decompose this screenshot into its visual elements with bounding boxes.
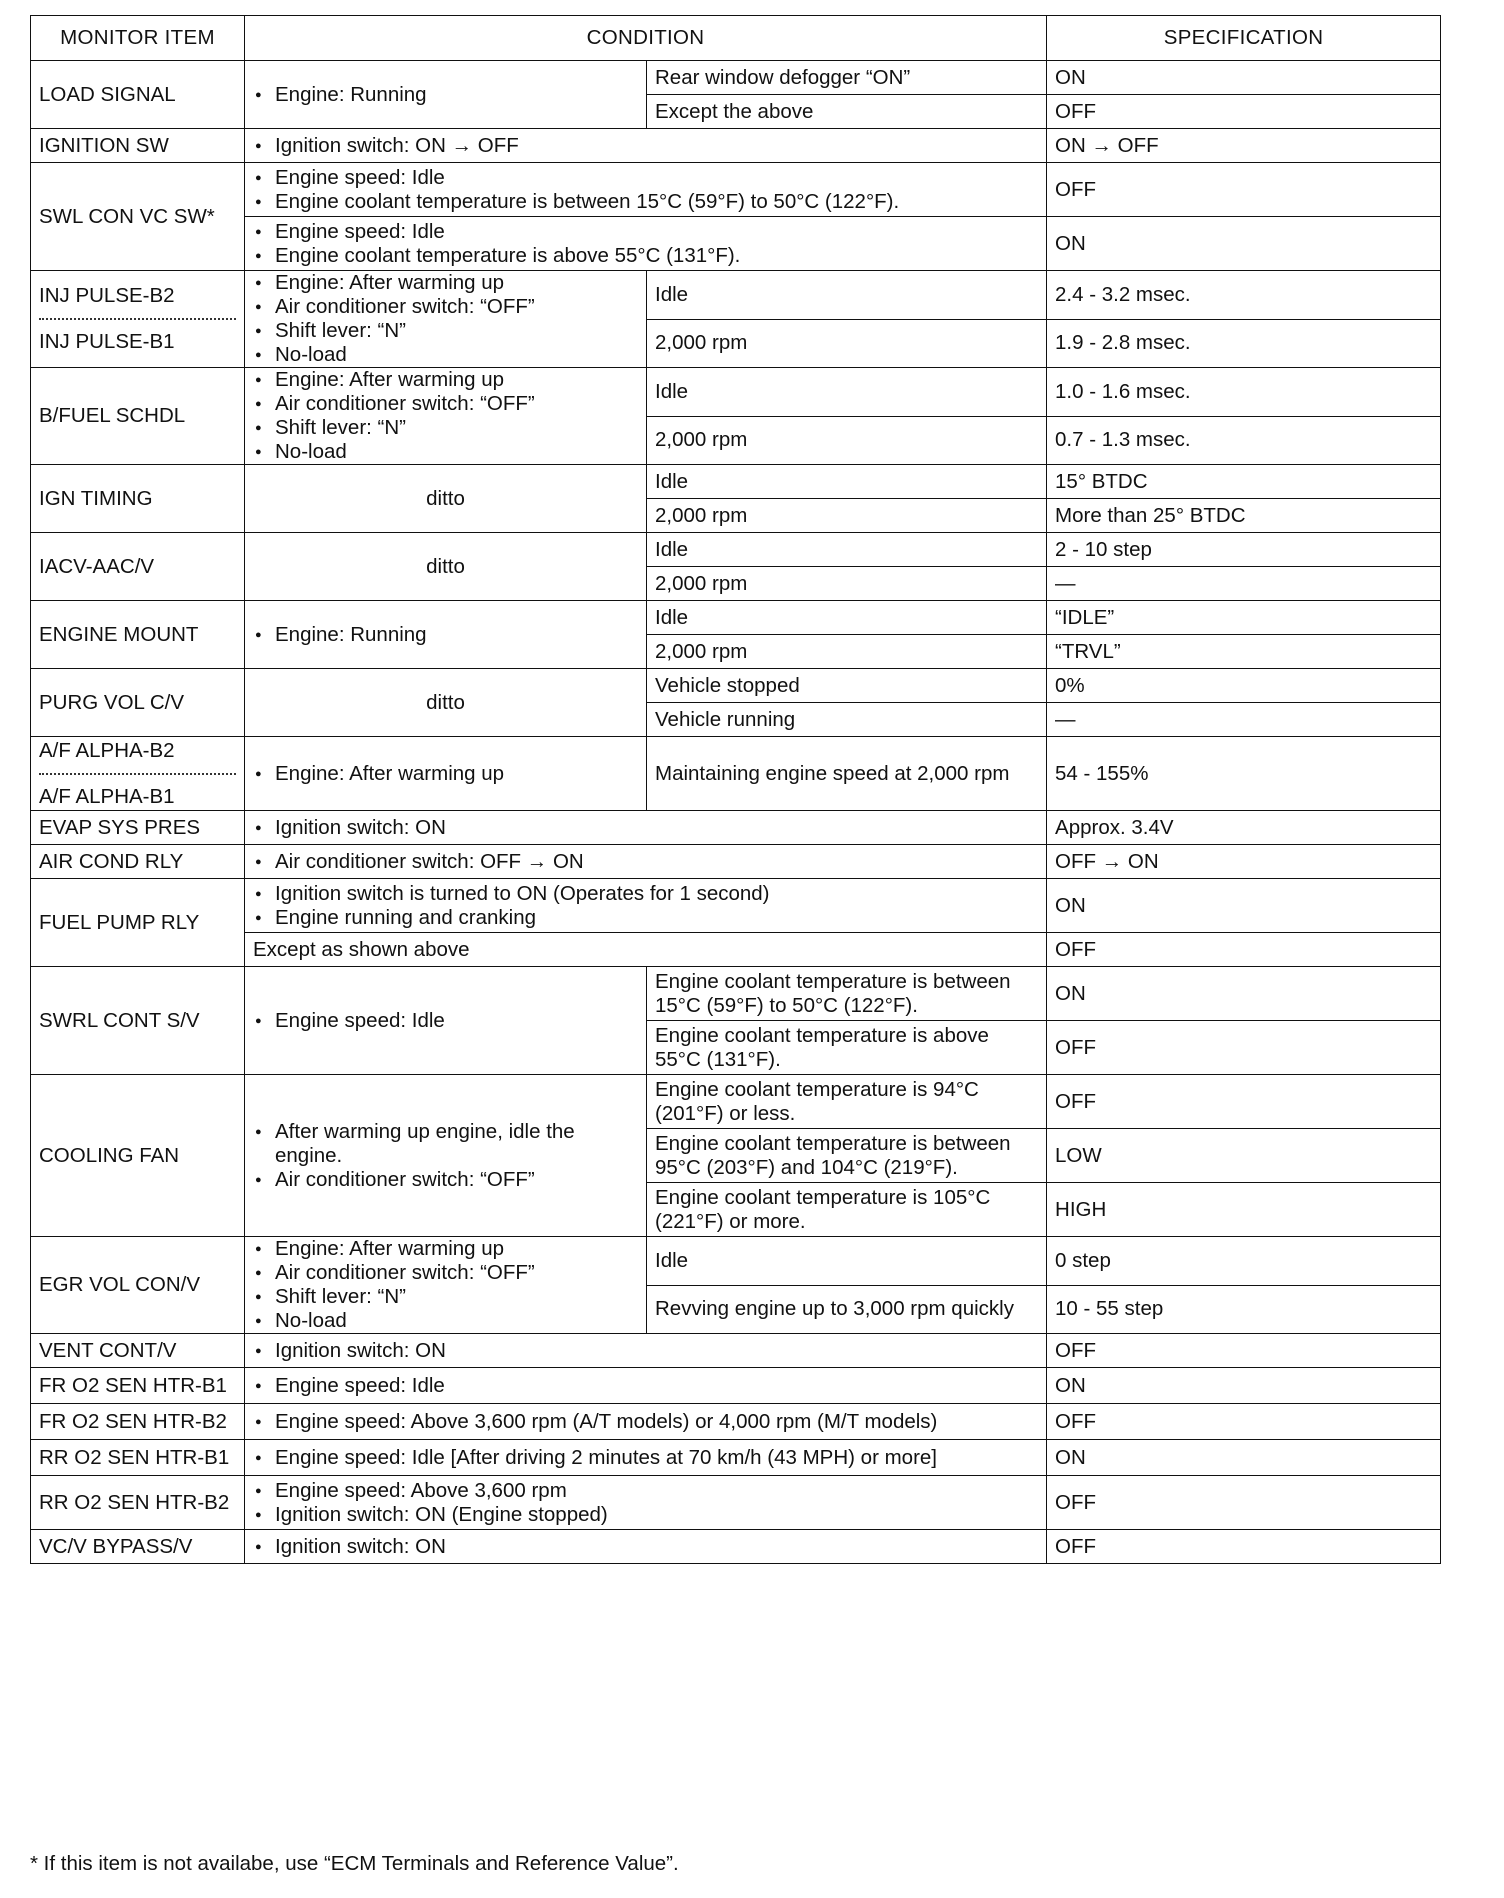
monitor-item-cell bbox=[31, 533, 245, 601]
bullet-item: ● Air conditioner switch: OFF → ON bbox=[253, 850, 1038, 874]
bullet-list bbox=[253, 816, 1038, 840]
condition-cell bbox=[245, 533, 647, 601]
specification-cell: OFF bbox=[1047, 1021, 1441, 1075]
sub-condition-cell: 2,000 rpm bbox=[647, 635, 1047, 669]
bullet-list bbox=[253, 1009, 638, 1033]
monitor-item-label: EVAP SYS PRES bbox=[39, 815, 201, 839]
sub-condition-cell: Engine coolant temperature is between 15°C (59°F) to 50°C (122°F). bbox=[647, 967, 1047, 1021]
monitor-item-label: INJ PULSE-B2 bbox=[39, 284, 175, 307]
monitor-item-cell bbox=[31, 601, 245, 669]
bullet-item: ● Air conditioner switch: “OFF” bbox=[253, 392, 638, 416]
table-row bbox=[31, 967, 1441, 1021]
sub-condition-cell: Idle bbox=[647, 601, 1047, 635]
table-row bbox=[31, 737, 1441, 811]
specification-cell: ON bbox=[1047, 967, 1441, 1021]
sub-condition-cell: Engine coolant temperature is above 55°C (131°F). bbox=[647, 1021, 1047, 1075]
condition-text: ditto bbox=[426, 690, 465, 714]
monitor-item-cell bbox=[31, 811, 245, 845]
monitor-item-cell bbox=[31, 669, 245, 737]
specification-cell: OFF bbox=[1047, 95, 1441, 129]
bullet-list bbox=[253, 166, 1038, 214]
monitor-item-cell bbox=[31, 1404, 245, 1440]
monitor-item-cell bbox=[31, 465, 245, 533]
table-row bbox=[31, 1334, 1441, 1368]
table-row bbox=[31, 1440, 1441, 1476]
specification-cell: Approx. 3.4V bbox=[1047, 811, 1441, 845]
table-row bbox=[31, 271, 1441, 320]
header-row bbox=[31, 16, 1441, 61]
monitor-item-cell bbox=[31, 1476, 245, 1530]
table-row bbox=[31, 879, 1441, 933]
sub-condition-cell: Idle bbox=[647, 465, 1047, 499]
specification-cell: OFF bbox=[1047, 933, 1441, 967]
bullet-list bbox=[253, 1479, 1038, 1527]
specification-cell: OFF bbox=[1047, 1334, 1441, 1368]
specification-cell: OFF bbox=[1047, 163, 1441, 217]
monitor-item-cell bbox=[31, 845, 245, 879]
monitor-item-cell bbox=[31, 1530, 245, 1564]
bullet-item: ● No-load bbox=[253, 343, 638, 367]
specification-cell: OFF → ON bbox=[1047, 845, 1441, 879]
condition-cell bbox=[245, 163, 1047, 217]
condition-cell bbox=[245, 1404, 1047, 1440]
bullet-item: ● Air conditioner switch: “OFF” bbox=[253, 1261, 638, 1285]
table-row bbox=[31, 601, 1441, 635]
specification-cell: OFF bbox=[1047, 1075, 1441, 1129]
specification-cell: 0 step bbox=[1047, 1237, 1441, 1286]
monitor-item-cell bbox=[31, 368, 245, 465]
table-row bbox=[31, 1404, 1441, 1440]
bullet-item: ● Engine running and cranking bbox=[253, 906, 1038, 930]
condition-cell bbox=[245, 601, 647, 669]
sub-condition-cell: Vehicle stopped bbox=[647, 669, 1047, 703]
bullet-item: ● Engine speed: Idle bbox=[253, 166, 1038, 190]
bullet-item: ● Engine: After warming up bbox=[253, 271, 638, 295]
bullet-item: ● Engine: Running bbox=[253, 623, 638, 647]
bullet-list bbox=[253, 1410, 1038, 1434]
bullet-list bbox=[253, 762, 638, 786]
bullet-list bbox=[253, 83, 638, 107]
monitor-item-cell bbox=[31, 1237, 245, 1334]
bullet-item: ● Engine speed: Idle bbox=[253, 1009, 638, 1033]
monitor-item-label: A/F ALPHA-B1 bbox=[39, 773, 236, 809]
footnote: * If this item is not availabe, use “ECM Terminals and Reference Value”. bbox=[30, 1852, 679, 1875]
condition-text: ditto bbox=[426, 554, 465, 578]
bullet-item: ● Engine speed: Above 3,600 rpm (A/T models) or 4,000 rpm (M/T models) bbox=[253, 1410, 1038, 1434]
bullet-list bbox=[253, 271, 638, 367]
monitor-item-cell bbox=[31, 271, 245, 368]
condition-cell bbox=[245, 129, 1047, 163]
spec-sheet bbox=[30, 15, 1441, 1564]
bullet-list bbox=[253, 1374, 1038, 1398]
header-specification: SPECIFICATION bbox=[1047, 16, 1441, 61]
monitor-item-label: EGR VOL CON/V bbox=[39, 1273, 200, 1296]
condition-cell bbox=[245, 1075, 647, 1237]
specification-cell: 1.0 - 1.6 msec. bbox=[1047, 368, 1441, 417]
condition-cell bbox=[245, 1237, 647, 1334]
condition-text: Except as shown above bbox=[253, 937, 470, 961]
bullet-list bbox=[253, 1446, 1038, 1470]
bullet-list bbox=[253, 882, 1038, 930]
specification-cell: HIGH bbox=[1047, 1183, 1441, 1237]
sub-condition-cell: 2,000 rpm bbox=[647, 567, 1047, 601]
bullet-list bbox=[253, 1339, 1038, 1363]
condition-cell bbox=[245, 879, 1047, 933]
specification-cell: 15° BTDC bbox=[1047, 465, 1441, 499]
specification-cell: 10 - 55 step bbox=[1047, 1285, 1441, 1334]
monitor-item-label: VC/V BYPASS/V bbox=[39, 1534, 193, 1558]
condition-cell bbox=[245, 933, 1047, 967]
monitor-item-label: SWRL CONT S/V bbox=[39, 1008, 200, 1032]
condition-cell bbox=[245, 217, 1047, 271]
bullet-list bbox=[253, 623, 638, 647]
bullet-item: ● Engine: After warming up bbox=[253, 1237, 638, 1261]
monitor-item-label: PURG VOL C/V bbox=[39, 690, 185, 714]
sub-condition-cell: Rear window defogger “ON” bbox=[647, 61, 1047, 95]
condition-cell bbox=[245, 1530, 1047, 1564]
specification-cell: ON → OFF bbox=[1047, 129, 1441, 163]
bullet-item: ● No-load bbox=[253, 1309, 638, 1333]
monitor-item-label: VENT CONT/V bbox=[39, 1338, 177, 1362]
table-row bbox=[31, 1237, 1441, 1286]
bullet-item: ● Ignition switch: ON bbox=[253, 1339, 1038, 1363]
condition-cell bbox=[245, 967, 647, 1075]
specification-cell: 2.4 - 3.2 msec. bbox=[1047, 271, 1441, 320]
monitor-item-label: A/F ALPHA-B2 bbox=[39, 738, 175, 762]
bullet-item: ● Engine: After warming up bbox=[253, 762, 638, 786]
sub-condition-cell: Idle bbox=[647, 533, 1047, 567]
specification-cell: OFF bbox=[1047, 1404, 1441, 1440]
bullet-item: ● Engine: Running bbox=[253, 83, 638, 107]
sub-condition-cell: Idle bbox=[647, 368, 1047, 417]
monitor-item-label: SWL CON VC SW* bbox=[39, 204, 215, 228]
bullet-item: ● Shift lever: “N” bbox=[253, 319, 638, 343]
condition-cell bbox=[245, 669, 647, 737]
bullet-item: ● Ignition switch: ON (Engine stopped) bbox=[253, 1503, 1038, 1527]
table-row bbox=[31, 1368, 1441, 1404]
condition-cell bbox=[245, 271, 647, 368]
condition-cell bbox=[245, 1368, 1047, 1404]
specification-cell: OFF bbox=[1047, 1530, 1441, 1564]
monitor-item-cell bbox=[31, 129, 245, 163]
table-row bbox=[31, 368, 1441, 417]
bullet-list bbox=[253, 850, 1038, 874]
sub-condition-cell: Maintaining engine speed at 2,000 rpm bbox=[647, 737, 1047, 811]
condition-cell bbox=[245, 1476, 1047, 1530]
monitor-spec-table bbox=[30, 15, 1441, 1564]
bullet-list bbox=[253, 1237, 638, 1333]
specification-cell: ON bbox=[1047, 1440, 1441, 1476]
monitor-item-label: COOLING FAN bbox=[39, 1143, 180, 1167]
monitor-item-label: RR O2 SEN HTR-B1 bbox=[39, 1445, 230, 1469]
monitor-item-label: IGN TIMING bbox=[39, 486, 153, 510]
specification-cell: — bbox=[1047, 703, 1441, 737]
bullet-item: ● Shift lever: “N” bbox=[253, 416, 638, 440]
condition-cell bbox=[245, 61, 647, 129]
specification-cell: 2 - 10 step bbox=[1047, 533, 1441, 567]
monitor-item-cell bbox=[31, 967, 245, 1075]
condition-cell bbox=[245, 845, 1047, 879]
bullet-item: ● Engine: After warming up bbox=[253, 368, 638, 392]
sub-condition-cell: 2,000 rpm bbox=[647, 416, 1047, 465]
specification-cell: 0.7 - 1.3 msec. bbox=[1047, 416, 1441, 465]
condition-cell bbox=[245, 1334, 1047, 1368]
sub-condition-cell: 2,000 rpm bbox=[647, 499, 1047, 533]
condition-cell bbox=[245, 465, 647, 533]
bullet-item: ● Engine speed: Idle bbox=[253, 220, 1038, 244]
condition-cell bbox=[245, 811, 1047, 845]
bullet-list bbox=[253, 1120, 638, 1192]
bullet-item: ● Ignition switch: ON bbox=[253, 816, 1038, 840]
table-row bbox=[31, 129, 1441, 163]
table-body bbox=[31, 61, 1441, 1564]
monitor-item-label: INJ PULSE-B1 bbox=[39, 318, 236, 354]
specification-cell: OFF bbox=[1047, 1476, 1441, 1530]
specification-cell: ON bbox=[1047, 1368, 1441, 1404]
monitor-item-label: IACV-AAC/V bbox=[39, 554, 155, 578]
table-row bbox=[31, 1530, 1441, 1564]
header-monitor-item: MONITOR ITEM bbox=[31, 16, 245, 61]
condition-cell bbox=[245, 368, 647, 465]
specification-cell: — bbox=[1047, 567, 1441, 601]
monitor-item-cell bbox=[31, 1440, 245, 1476]
monitor-item-label: ENGINE MOUNT bbox=[39, 622, 199, 646]
sub-condition-cell: Engine coolant temperature is between 95°C (203°F) and 104°C (219°F). bbox=[647, 1129, 1047, 1183]
monitor-item-cell bbox=[31, 1075, 245, 1237]
monitor-item-label: RR O2 SEN HTR-B2 bbox=[39, 1490, 230, 1514]
specification-cell: “TRVL” bbox=[1047, 635, 1441, 669]
header-condition: CONDITION bbox=[245, 16, 1047, 61]
bullet-item: ● Engine coolant temperature is above 55°C (131°F). bbox=[253, 244, 1038, 268]
specification-cell: ON bbox=[1047, 61, 1441, 95]
bullet-item: ● No-load bbox=[253, 440, 638, 464]
bullet-item: ● Shift lever: “N” bbox=[253, 1285, 638, 1309]
monitor-item-cell bbox=[31, 1334, 245, 1368]
condition-cell bbox=[245, 1440, 1047, 1476]
sub-condition-cell: Except the above bbox=[647, 95, 1047, 129]
monitor-item-label: FUEL PUMP RLY bbox=[39, 910, 200, 934]
table-row bbox=[31, 1476, 1441, 1530]
specification-cell: More than 25° BTDC bbox=[1047, 499, 1441, 533]
bullet-list bbox=[253, 368, 638, 464]
table-row bbox=[31, 811, 1441, 845]
sub-condition-cell: Vehicle running bbox=[647, 703, 1047, 737]
specification-cell: ON bbox=[1047, 217, 1441, 271]
monitor-item-label: IGNITION SW bbox=[39, 133, 169, 157]
table-row bbox=[31, 533, 1441, 567]
bullet-item: ● Ignition switch is turned to ON (Operates for 1 second) bbox=[253, 882, 1038, 906]
specification-cell: 0% bbox=[1047, 669, 1441, 703]
condition-cell bbox=[245, 737, 647, 811]
monitor-item-cell bbox=[31, 879, 245, 967]
monitor-item-label: AIR COND RLY bbox=[39, 849, 184, 873]
sub-condition-cell: Idle bbox=[647, 271, 1047, 320]
bullet-item: ● Air conditioner switch: “OFF” bbox=[253, 295, 638, 319]
monitor-item-cell bbox=[31, 1368, 245, 1404]
monitor-item-label: LOAD SIGNAL bbox=[39, 82, 176, 106]
condition-text: ditto bbox=[426, 486, 465, 510]
table-row bbox=[31, 465, 1441, 499]
specification-cell: ON bbox=[1047, 879, 1441, 933]
sub-condition-cell: 2,000 rpm bbox=[647, 319, 1047, 368]
specification-cell: “IDLE” bbox=[1047, 601, 1441, 635]
table-row bbox=[31, 1075, 1441, 1129]
bullet-item: ● Ignition switch: ON → OFF bbox=[253, 134, 1038, 158]
bullet-list bbox=[253, 134, 1038, 158]
bullet-list bbox=[253, 220, 1038, 268]
bullet-item: ● Engine speed: Above 3,600 rpm bbox=[253, 1479, 1038, 1503]
table-row bbox=[31, 845, 1441, 879]
monitor-item-cell bbox=[31, 61, 245, 129]
monitor-item-label: FR O2 SEN HTR-B1 bbox=[39, 1373, 227, 1397]
specification-cell: 54 - 155% bbox=[1047, 737, 1441, 811]
bullet-item: ● Ignition switch: ON bbox=[253, 1535, 1038, 1559]
bullet-item: ● After warming up engine, idle the engine. bbox=[253, 1120, 638, 1168]
monitor-item-label: B/FUEL SCHDL bbox=[39, 404, 186, 427]
monitor-item-label: FR O2 SEN HTR-B2 bbox=[39, 1409, 227, 1433]
specification-cell: 1.9 - 2.8 msec. bbox=[1047, 319, 1441, 368]
bullet-item: ● Engine speed: Idle [After driving 2 minutes at 70 km/h (43 MPH) or more] bbox=[253, 1446, 1038, 1470]
sub-condition-cell: Revving engine up to 3,000 rpm quickly bbox=[647, 1285, 1047, 1334]
bullet-item: ● Air conditioner switch: “OFF” bbox=[253, 1168, 638, 1192]
bullet-list bbox=[253, 1535, 1038, 1559]
sub-condition-cell: Engine coolant temperature is 105°C (221°F) or more. bbox=[647, 1183, 1047, 1237]
table-row bbox=[31, 61, 1441, 95]
bullet-item: ● Engine coolant temperature is between 15°C (59°F) to 50°C (122°F). bbox=[253, 190, 1038, 214]
table-row bbox=[31, 163, 1441, 217]
bullet-item: ● Engine speed: Idle bbox=[253, 1374, 1038, 1398]
monitor-item-cell bbox=[31, 737, 245, 811]
table-row bbox=[31, 669, 1441, 703]
sub-condition-cell: Engine coolant temperature is 94°C (201°F) or less. bbox=[647, 1075, 1047, 1129]
specification-cell: LOW bbox=[1047, 1129, 1441, 1183]
sub-condition-cell: Idle bbox=[647, 1237, 1047, 1286]
monitor-item-cell bbox=[31, 163, 245, 271]
